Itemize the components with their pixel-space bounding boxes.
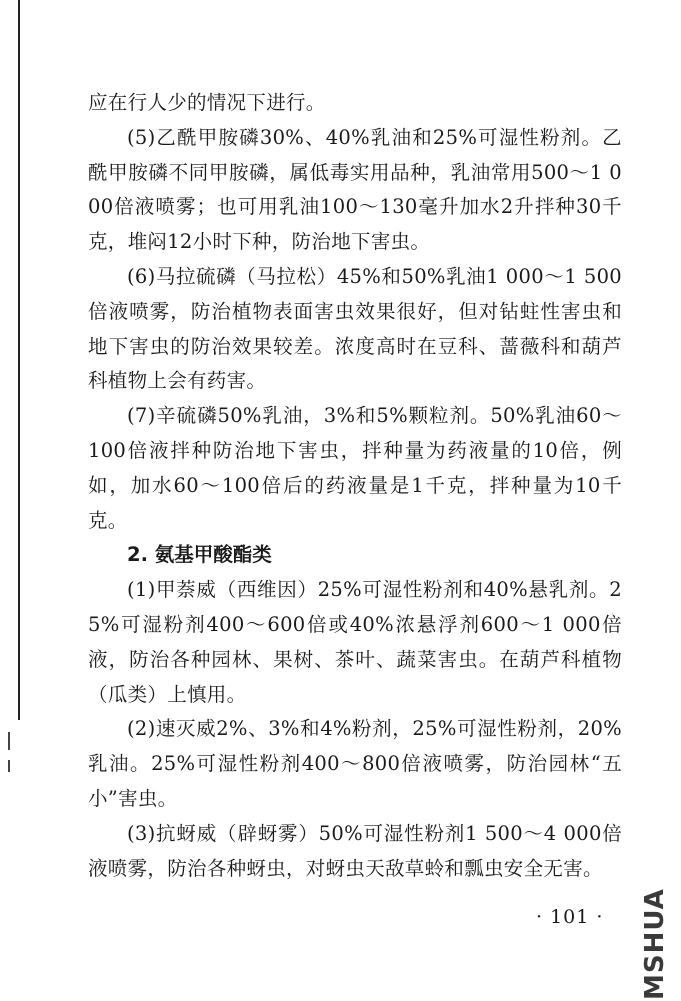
paragraph: (5)乙酰甲胺磷30%、40%乳油和25%可湿性粉剂。乙酰甲胺磷不同甲胺磷，属低毒实用品种，乳油常用500～1 000倍液喷雾；也可用乳油100～130毫升加水2升拌种30千克，堆闷12小时下种，防治地下害虫。	[88, 125, 622, 254]
watermark-text: MSHUA	[640, 888, 670, 1000]
binding-tick-mark	[8, 732, 10, 750]
section-heading: 2. 氨基甲酸酯类	[127, 543, 272, 567]
page-number: · 101 ·	[536, 906, 604, 928]
paragraph: (7)辛硫磷50%乳油，3%和5%颗粒剂。50%乳油60～100倍液拌种防治地下害虫，拌种量为药液量的10倍，例如，加水60～100倍后的药液量是1千克，拌种量为10千克。	[88, 404, 622, 532]
body-text	[88, 86, 622, 886]
paragraph: (2)速灭威2%、3%和4%粉剂，25%可湿性粉剂，20%乳油。25%可湿性粉剂400～800倍液喷雾，防治园林“五小”害虫。	[88, 717, 622, 810]
paragraph: (3)抗蚜威（辟蚜雾）50%可湿性粉剂1 500～4 000倍液喷雾，防治各种蚜虫，对蚜虫天敌草蛉和瓢虫安全无害。	[88, 821, 622, 880]
paragraph: 应在行人少的情况下进行。	[88, 91, 326, 114]
binding-edge-line	[18, 0, 20, 720]
paragraph: (6)马拉硫磷（马拉松）45%和50%乳油1 000～1 500倍液喷雾，防治植物表面害虫效果很好，但对钻蛀性害虫和地下害虫的防治效果较差。浓度高时在豆科、蔷薇科和葫芦科植物上会有药害。	[88, 264, 622, 393]
binding-tick-mark	[8, 760, 10, 772]
paragraph: (1)甲萘威（西维因）25%可湿性粉剂和40%悬乳剂。25%可湿粉剂400～600倍或40%浓悬浮剂600～1 000倍液，防治各种园林、果树、茶叶、蔬菜害虫。在葫芦科植物（瓜类）上慎用。	[88, 578, 622, 706]
